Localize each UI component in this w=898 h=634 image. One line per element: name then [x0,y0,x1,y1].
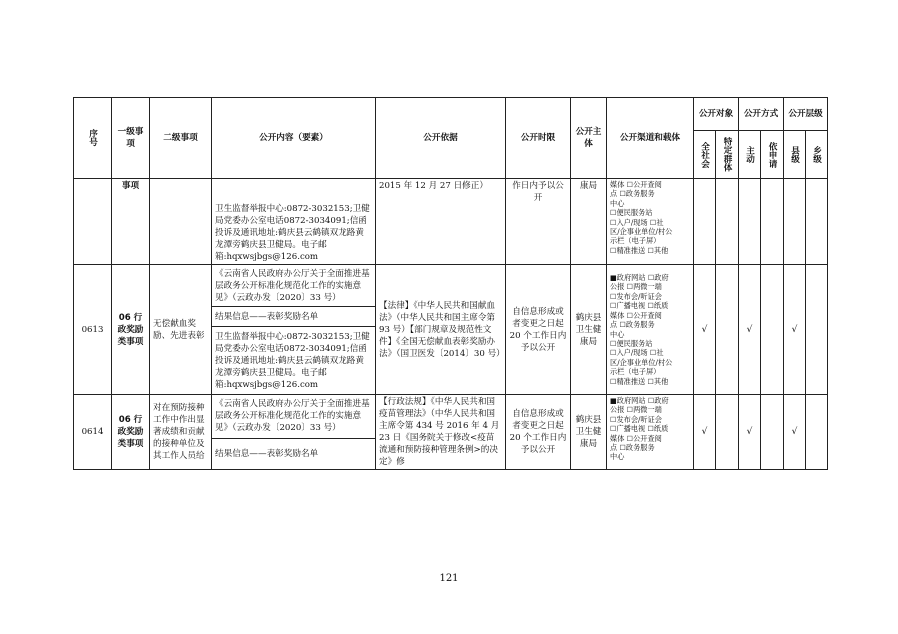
channel-line: 示栏（电子屏） [610,236,661,246]
header-row-1 [74,98,828,131]
header-level-county: 县级 [784,131,806,179]
channel-line: 中心 [610,329,625,339]
disclosure-table [73,97,828,470]
header-target: 公开对象 [694,98,739,131]
channel-line: ☐便民服务站 [610,338,653,348]
cell-time-limit: 作日内予以公开 [506,179,571,265]
channel-line: 公报 ☐两微一端 [610,405,662,415]
header-level1: 一级事项 [112,98,150,179]
cell-channel [607,179,694,265]
cell-basis: 【行政法规】《中华人民共和国疫苗管理法》（中华人民共和国主席令第 434 号 2016 年 4 月 23 日《国务院关于修改<疫苗流通和预防接种管理条例>的决定》修 [376,395,506,470]
channel-line: 点 ☐政务服务 [610,189,655,199]
cell-seq [74,179,112,265]
cell-level1: 事项 [112,179,150,265]
channel-line: ☐广播电视 ☐纸质 [610,301,669,311]
channel-line: 中心 [610,198,625,208]
channel-line: ■政府网站 ☐政府 [610,396,669,405]
header-subject: 公开主体 [571,98,607,179]
header-level2: 二级事项 [150,98,212,179]
cell-channel [607,265,694,395]
cell-level2: 无偿献血奖励、先进表彰 [150,265,212,395]
channel-line: ☐精准推送 ☐其他 [610,245,669,255]
cell-method-request [761,395,784,470]
cell-level-township [806,265,828,395]
cell-channel [607,395,694,470]
header-channel: 公开渠道和载体 [607,98,694,179]
channel-line: 点 ☐政务服务 [610,443,655,453]
cell-subject: 鹤庆县卫生健康局 [571,395,607,470]
cell-method-request [761,265,784,395]
header-method-active: 主动 [739,131,761,179]
table-row-0614 [74,395,828,439]
cell-level-township [806,179,828,265]
channel-line: ■政府网站 ☐政府 [610,273,669,283]
cell-target-all: √ [694,395,716,470]
cell-level2: 对在预防接种工作中作出显著成绩和贡献的接种单位及其工作人员给 [150,395,212,470]
cell-level-county: √ [784,265,806,395]
header-method: 公开方式 [739,98,784,131]
channel-line: 媒体 ☐公开查阅 [610,180,662,189]
cell-level2 [150,179,212,265]
cell-seq: 0613 [74,265,112,395]
header-time-limit: 公开时限 [506,98,571,179]
cell-time-limit: 自信息形成或者变更之日起 20 个工作日内予以公开 [506,395,571,470]
cell-time-limit: 自信息形成或者变更之日起 20 个工作日内予以公开 [506,265,571,395]
channel-line: 媒体 ☐公开查阅 [610,433,662,443]
cell-seq: 0614 [74,395,112,470]
cell-subject: 康局 [571,179,607,265]
channel-line: ☐精准推送 ☐其他 [610,376,669,386]
channel-line: 中心 [610,452,625,462]
cell-subject: 鹤庆县卫生健康局 [571,265,607,395]
header-level-township: 乡级 [806,131,828,179]
cell-level1: 06 行政奖励类事项 [112,265,150,395]
page-number: 121 [439,573,459,584]
cell-basis: 【法律】《中华人民共和国献血法》（中华人民共和国主席令第 93 号）【部门规章及规范性文件】《全国无偿献血表彰奖励办法》（国卫医发〔2014〕30 号） [376,265,506,395]
header-target-specific: 特定群体 [716,131,739,179]
channel-line: 点 ☐政务服务 [610,320,655,330]
cell-method-active: √ [739,265,761,395]
cell-content-result: 结果信息——表彰奖励名单 [212,438,376,469]
cell-content-result: 结果信息——表彰奖励名单 [212,307,376,327]
cell-method-active: √ [739,395,761,470]
cell-level-county [784,179,806,265]
header-level: 公开层级 [784,98,828,131]
header-content: 公开内容（要素） [212,98,376,179]
channel-line: ☐广播电视 ☐纸质 [610,424,669,434]
cell-level-township [806,395,828,470]
cell-content-policy: 《云南省人民政府办公厅关于全面推进基层政务公开标准化规范化工作的实施意见》（云政办发〔2020〕33 号） [212,265,376,307]
table-row-0613 [74,265,828,307]
cell-target-all: √ [694,265,716,395]
channel-line: ☐入户/现场 ☐社 [610,348,664,358]
table-row-continued [74,179,828,265]
channel-line: ☐发布会/听证会 [610,291,662,301]
channel-line: ☐入户/现场 ☐社 [610,217,664,227]
header-basis: 公开依据 [376,98,506,179]
cell-level-county: √ [784,395,806,470]
cell-target-specific [716,395,739,470]
cell-basis: 2015 年 12 月 27 日修正） [376,179,506,265]
channel-line: ☐便民服务站 [610,208,653,218]
header-method-request: 依申请 [761,131,784,179]
cell-target-specific [716,179,739,265]
channel-line: 区/企事业单位/村公 [610,227,673,237]
cell-method-active [739,179,761,265]
channel-line: 区/企事业单位/村公 [610,357,673,367]
header-target-all: 全社会 [694,131,716,179]
cell-content-contact: 卫生监督举报中心:0872-3032153;卫健局党委办公室电话0872-3034091;信函投诉及通讯地址:鹤庆县云鹤镇双龙路黄龙潭旁鹤庆县卫健局。电子邮箱:hqxwsjbgs@126.com [212,327,376,395]
cell-content: 卫生监督举报中心:0872-3032153;卫健局党委办公室电话0872-3034091;信函投诉及通讯地址:鹤庆县云鹤镇双龙路黄龙潭旁鹤庆县卫健局。电子邮箱:hqxwsjbgs@126.com [212,179,376,265]
cell-target-specific [716,265,739,395]
cell-target-all [694,179,716,265]
channel-line: 公报 ☐两微一端 [610,282,662,292]
cell-method-request [761,179,784,265]
cell-level1: 06 行政奖励类事项 [112,395,150,470]
cell-content-policy: 《云南省人民政府办公厅关于全面推进基层政务公开标准化规范化工作的实施意见》（云政办发〔2020〕33 号） [212,395,376,439]
channel-line: ☐发布会/听证会 [610,414,662,424]
channel-line: 媒体 ☐公开查阅 [610,310,662,320]
header-seq: 序号 [74,98,112,179]
channel-line: 示栏（电子屏） [610,367,661,377]
